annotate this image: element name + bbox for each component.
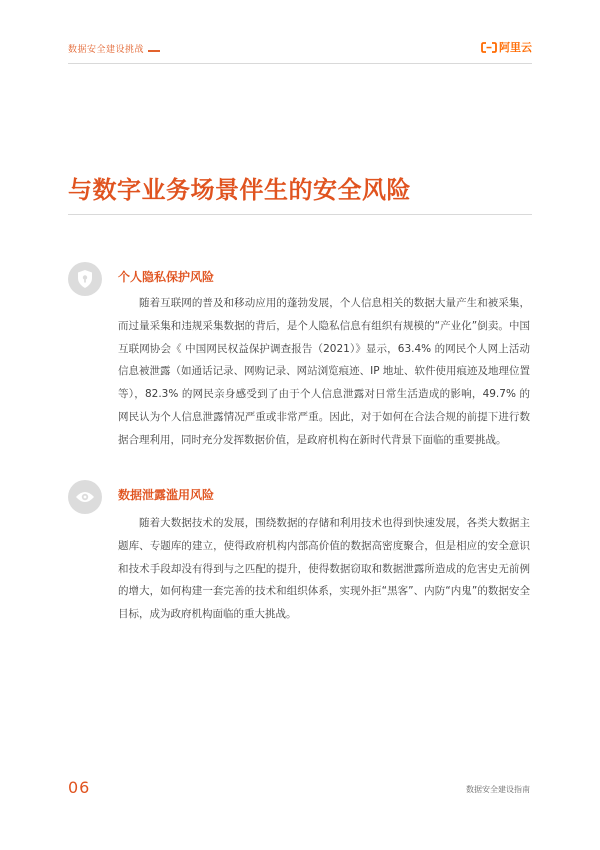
page-title: 与数字业务场景伴生的安全风险	[68, 176, 411, 204]
section-icon-badge	[68, 262, 102, 296]
section-heading: 个人隐私保护风险	[118, 270, 215, 284]
lock-shield-icon	[76, 269, 94, 289]
page-header	[68, 38, 532, 64]
alibaba-cloud-logo	[481, 39, 532, 55]
footer-document-title: 数据安全建设指南	[466, 785, 530, 794]
title-divider	[68, 214, 532, 215]
section-icon-badge	[68, 480, 102, 514]
header-divider	[68, 63, 532, 64]
alibaba-cloud-logo-icon	[481, 42, 497, 53]
eye-icon	[75, 490, 95, 504]
section-body: 随着大数据技术的发展，围绕数据的存储和利用技术也得到快速发展，各类大数据主题库、专题库的建立，使得政府机构内部高价值的数据高密度聚合，但是相应的安全意识和技术手段却没有得到与之匹配的提升，使得数据窃取和数据泄露所造成的危害史无前例的增大，如何构建一套完善的技术和组织体系，实现外拒“黑客”、内防“内鬼”的数据安全目标，成为政府机构面临的重大挑战。	[118, 517, 530, 621]
header-dash-decoration	[148, 50, 160, 52]
logo-text: 阿里云	[499, 41, 532, 54]
header-section-title	[68, 42, 160, 55]
section-heading: 数据泄露滥用风险	[118, 488, 215, 502]
header-section-title-text: 数据安全建设挑战	[68, 45, 145, 55]
page-number: 06	[68, 778, 91, 797]
section-body: 随着互联网的普及和移动应用的蓬勃发展，个人信息相关的数据大量产生和被采集，而过量采集和违规采集数据的背后，是个人隐私信息有组织有规模的“产业化”倒卖。中国互联网协会《 中国网民权益保护调查报告（2021）》显示，63.4% 的网民个人网上活动信息被泄露（如通话记录、网购记录、网站浏览痕迹、IP 地址、软件使用痕迹及地理位置等），82.3% 的网民亲身感受到了由于个人信息泄露对日常生活造成的影响，49.7% 的网民认为个人信息泄露情况严重或非常严重。因此，对于如何在合法合规的前提下进行数据合理利用，同时充分发挥数据价值，是政府机构在新时代背景下面临的重要挑战。	[118, 297, 530, 446]
